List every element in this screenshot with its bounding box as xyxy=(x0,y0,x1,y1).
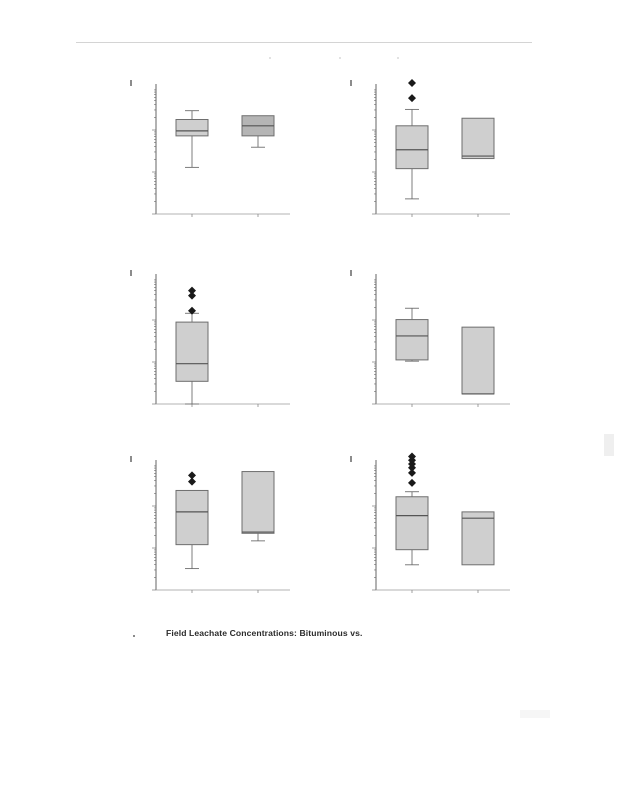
boxplot-panel-bottom-left xyxy=(110,448,330,618)
outlier-point xyxy=(188,287,196,295)
box-1 xyxy=(176,471,208,568)
axis-mark xyxy=(350,456,352,462)
box-iqr xyxy=(176,120,208,136)
box-iqr xyxy=(462,327,494,394)
box-2 xyxy=(462,118,494,158)
boxplot-panel-top-left xyxy=(110,72,330,242)
box-2 xyxy=(462,512,494,565)
box-2 xyxy=(242,472,274,541)
axis-mark xyxy=(130,80,132,86)
axis-mark xyxy=(350,270,352,276)
box-iqr xyxy=(242,472,274,534)
scan-smudge xyxy=(604,434,614,456)
box-1 xyxy=(396,308,428,361)
outlier-point xyxy=(408,79,416,87)
outlier-point xyxy=(408,479,416,487)
box-iqr xyxy=(396,497,428,550)
boxplot-panel-middle-left xyxy=(110,262,330,432)
box-1 xyxy=(176,287,208,404)
box-1 xyxy=(396,452,428,564)
axis-mark xyxy=(130,456,132,462)
axis-mark xyxy=(130,270,132,276)
outlier-point xyxy=(408,94,416,102)
box-1 xyxy=(176,111,208,168)
figure-caption: Field Leachate Concentrations: Bituminous vs. xyxy=(166,628,363,638)
box-iqr xyxy=(176,322,208,381)
box-iqr xyxy=(176,490,208,544)
box-2 xyxy=(462,327,494,394)
boxplot-panel-top-right xyxy=(330,72,550,242)
header-scan-marks xyxy=(230,55,430,61)
box-2 xyxy=(242,116,274,148)
box-iqr xyxy=(462,512,494,565)
box-iqr xyxy=(396,320,428,360)
boxplot-panel-bottom-right xyxy=(330,448,550,618)
axis-mark xyxy=(350,80,352,86)
caption-bullet xyxy=(133,635,135,637)
scan-smudge xyxy=(520,710,550,718)
box-1 xyxy=(396,79,428,199)
box-iqr xyxy=(396,126,428,169)
boxplot-panel-middle-right xyxy=(330,262,550,432)
outlier-point xyxy=(188,471,196,479)
box-iqr xyxy=(462,118,494,158)
page-header-rule xyxy=(76,42,532,43)
